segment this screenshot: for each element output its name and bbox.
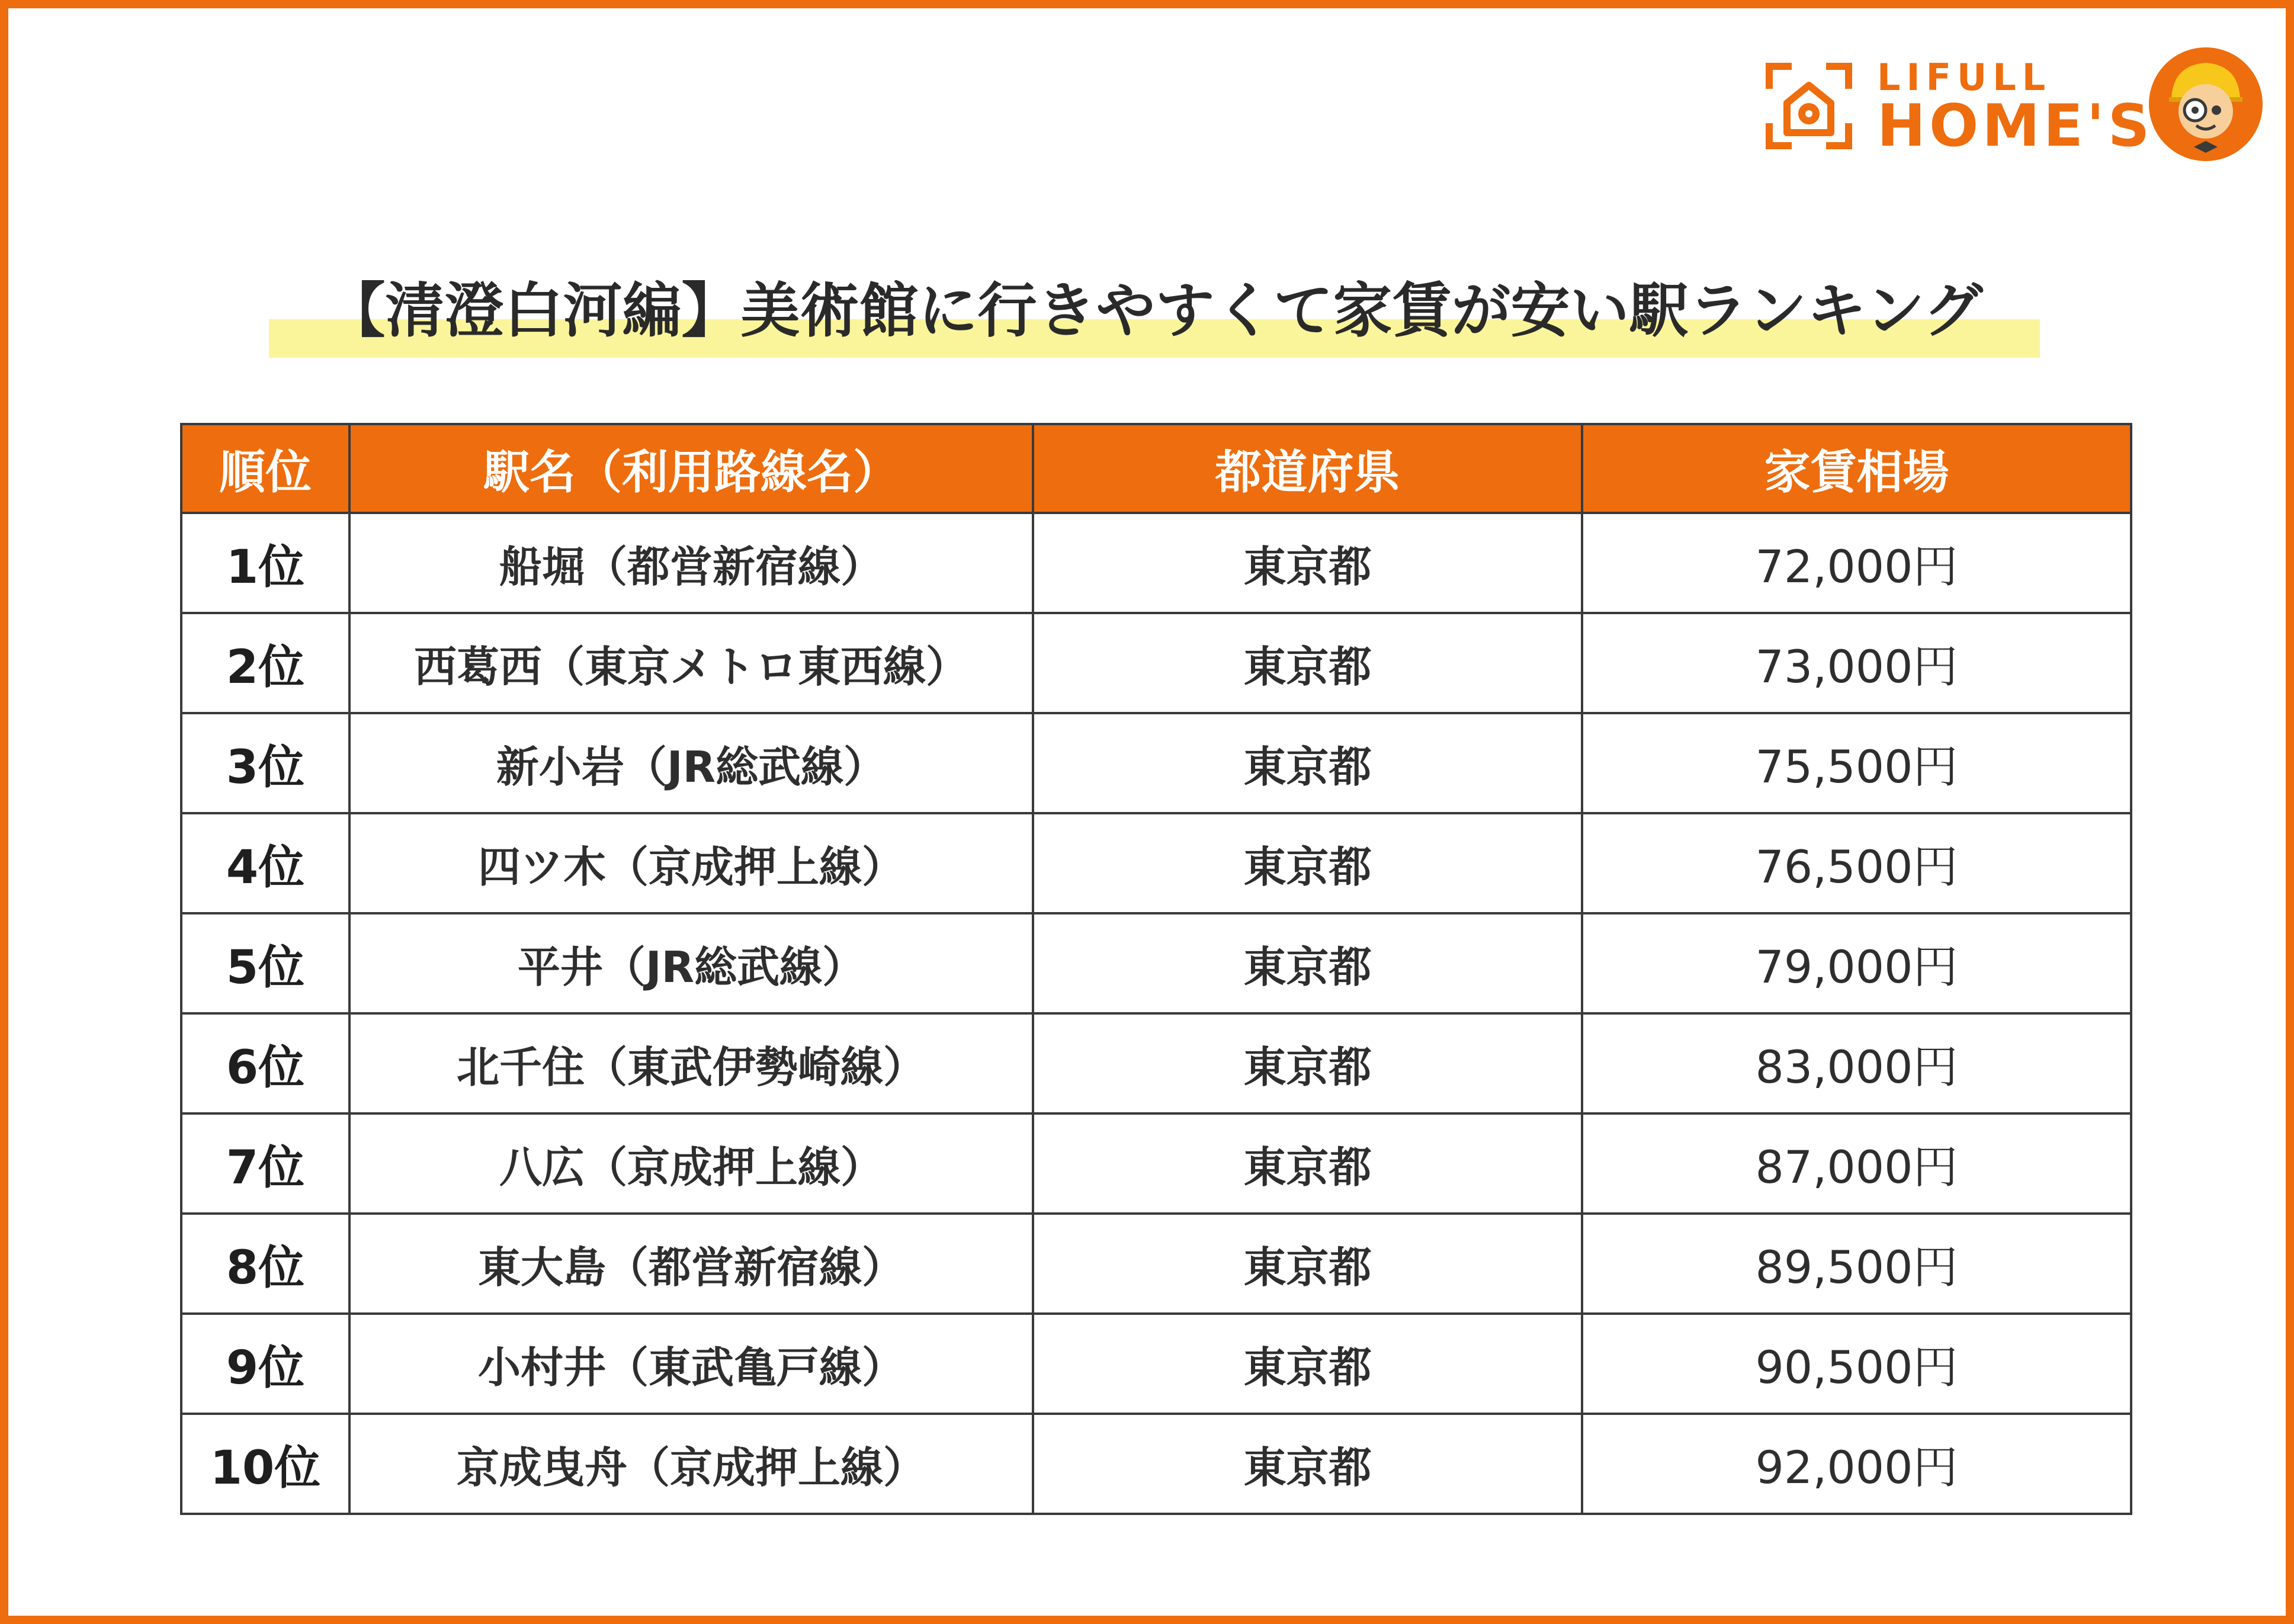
station-cell: 西葛西（東京メトロ東西線）	[349, 613, 1033, 713]
prefecture-cell: 東京都	[1033, 713, 1582, 813]
header-rank: 順位	[181, 424, 349, 513]
station-cell: 四ツ木（京成押上線）	[349, 813, 1033, 913]
prefecture-cell: 東京都	[1033, 813, 1582, 913]
station-cell: 船堀（都営新宿線）	[349, 513, 1033, 613]
rank-cell: 7位	[181, 1113, 349, 1214]
prefecture-cell: 東京都	[1033, 1214, 1582, 1314]
rank-cell: 2位	[181, 613, 349, 713]
station-cell: 平井（JR総武線）	[349, 913, 1033, 1013]
prefecture-cell: 東京都	[1033, 913, 1582, 1013]
page-title: 【清澄白河編】美術館に行きやすくて家賃が安い駅ランキング	[326, 276, 1983, 345]
rent-cell: 79,000円	[1582, 913, 2131, 1013]
table-row	[181, 1013, 2131, 1113]
rent-cell: 75,500円	[1582, 713, 2131, 813]
rank-cell: 4位	[181, 813, 349, 913]
prefecture-cell: 東京都	[1033, 513, 1582, 613]
prefecture-cell: 東京都	[1033, 1414, 1582, 1514]
prefecture-cell: 東京都	[1033, 613, 1582, 713]
station-cell: 八広（京成押上線）	[349, 1113, 1033, 1214]
station-cell: 北千住（東武伊勢崎線）	[349, 1013, 1033, 1113]
table-row	[181, 1314, 2131, 1414]
logo-text-lifull: LIFULL	[1877, 56, 2052, 99]
house-bracket-icon	[1764, 62, 1853, 150]
rent-cell: 92,000円	[1582, 1414, 2131, 1514]
rank-cell: 8位	[181, 1214, 349, 1314]
table-row	[181, 713, 2131, 813]
station-cell: 東大島（都営新宿線）	[349, 1214, 1033, 1314]
rent-cell: 72,000円	[1582, 513, 2131, 613]
station-cell: 新小岩（JR総武線）	[349, 713, 1033, 813]
table-row	[181, 1214, 2131, 1314]
rank-cell: 5位	[181, 913, 349, 1013]
rent-cell: 87,000円	[1582, 1113, 2131, 1214]
rent-cell: 76,500円	[1582, 813, 2131, 913]
station-cell: 小村井（東武亀戸線）	[349, 1314, 1033, 1414]
rent-cell: 89,500円	[1582, 1214, 2131, 1314]
rent-cell: 73,000円	[1582, 613, 2131, 713]
table-row	[181, 913, 2131, 1013]
table-row	[181, 1113, 2131, 1214]
rank-cell: 10位	[181, 1414, 349, 1514]
table-row	[181, 513, 2131, 613]
logo-text-homes: HOME'S	[1877, 92, 2154, 160]
table-row	[181, 613, 2131, 713]
header-prefecture: 都道府県	[1033, 424, 1582, 513]
table-row	[181, 1414, 2131, 1514]
title-block	[269, 257, 2040, 364]
rank-cell: 1位	[181, 513, 349, 613]
rent-cell: 90,500円	[1582, 1314, 2131, 1414]
rank-cell: 9位	[181, 1314, 349, 1414]
prefecture-cell: 東京都	[1033, 1013, 1582, 1113]
prefecture-cell: 東京都	[1033, 1314, 1582, 1414]
rank-cell: 3位	[181, 713, 349, 813]
prefecture-cell: 東京都	[1033, 1113, 1582, 1214]
header-rent: 家賃相場	[1582, 424, 2131, 513]
station-cell: 京成曳舟（京成押上線）	[349, 1414, 1033, 1514]
rank-cell: 6位	[181, 1013, 349, 1113]
header-station: 駅名（利用路線名）	[349, 424, 1033, 513]
brand-logo	[1764, 56, 2268, 162]
ranking-table	[180, 423, 2132, 1515]
table-row	[181, 813, 2131, 913]
mascot-character-icon	[2147, 45, 2265, 163]
table-header-row	[181, 424, 2131, 513]
rent-cell: 83,000円	[1582, 1013, 2131, 1113]
